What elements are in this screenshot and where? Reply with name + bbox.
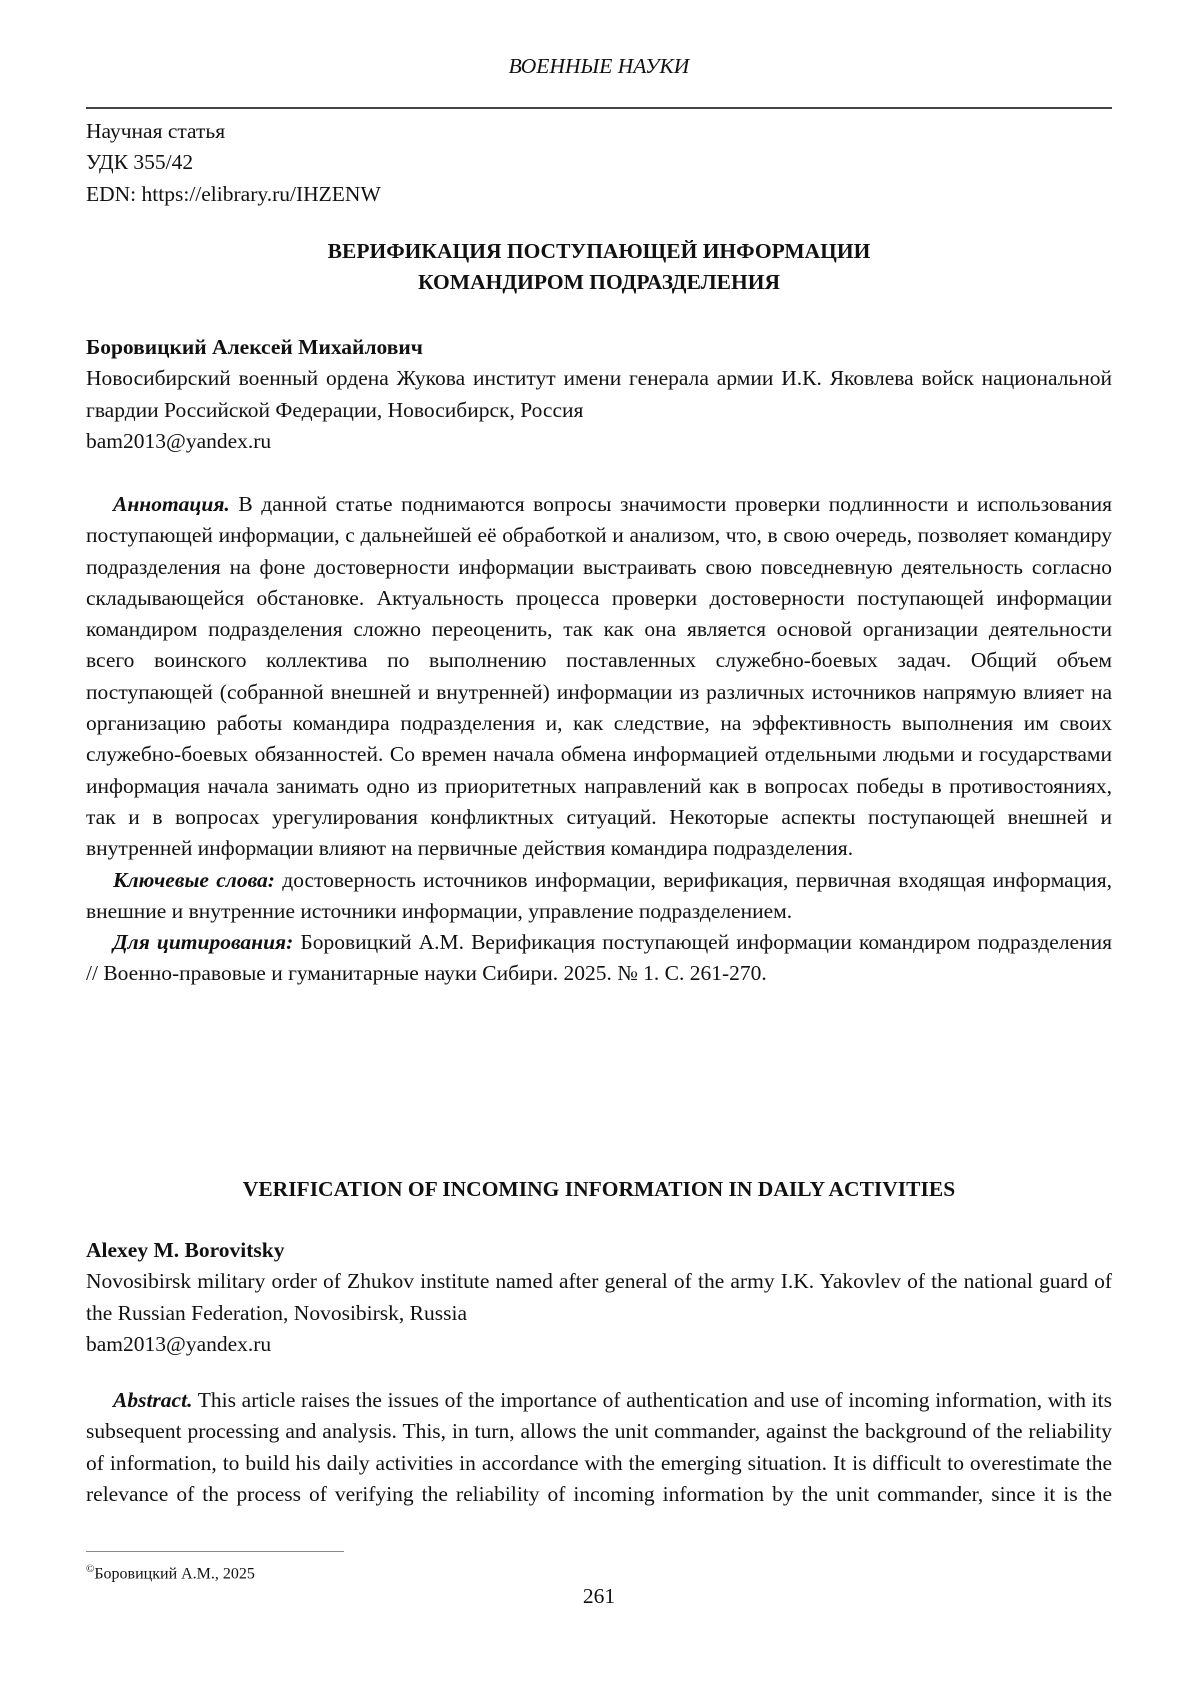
en-author-block [86, 1235, 1112, 1360]
ru-keywords-text: достоверность источников информации, верификация, первичная входящая информация, внешние и внутренние источники информации, управление подразделением. [86, 868, 1112, 923]
ru-title [86, 236, 1112, 299]
ru-citation-text: Боровицкий А.М. Верификация поступающей информации командиром подразделения // Военно-правовые и гуманитарные науки Сибири. 2025. № 1. С. 261-270. [86, 930, 1112, 985]
en-affiliation: Novosibirsk military order of Zhukov institute named after general of the army I.K. Yakovlev of the national guard of the Russian Federation, Novosibirsk, Russia [86, 1266, 1112, 1329]
article-type: Научная статья [86, 116, 1112, 147]
footnote-divider [86, 1551, 344, 1552]
ru-title-line2: КОМАНДИРОМ ПОДРАЗДЕЛЕНИЯ [86, 267, 1112, 298]
en-title: VERIFICATION OF INCOMING INFORMATION IN DAILY ACTIVITIES [86, 1174, 1112, 1205]
ru-author: Боровицкий Алексей Михайлович [86, 332, 1112, 363]
udc: УДК 355/42 [86, 147, 1112, 178]
ru-title-line1: ВЕРИФИКАЦИЯ ПОСТУПАЮЩЕЙ ИНФОРМАЦИИ [86, 236, 1112, 267]
ru-author-block [86, 332, 1112, 457]
ru-citation [86, 927, 1112, 990]
en-email[interactable]: bam2013@yandex.ru [86, 1329, 1112, 1360]
ru-abstract [86, 489, 1112, 865]
en-author: Alexey M. Borovitsky [86, 1235, 1112, 1266]
en-abstract-label: Abstract. [113, 1388, 192, 1412]
footnote-text: Боровицкий А.М., 2025 [94, 1565, 255, 1582]
ru-citation-label: Для цитирования: [113, 930, 293, 954]
article-meta [86, 116, 1112, 210]
ru-abstract-label: Аннотация. [113, 492, 230, 516]
ru-email[interactable]: bam2013@yandex.ru [86, 426, 1112, 457]
en-abstract-block [86, 1385, 1112, 1510]
edn[interactable]: EDN: https://elibrary.ru/IHZENW [86, 179, 1112, 210]
en-abstract [86, 1385, 1112, 1510]
copyright-mark: © [86, 1563, 94, 1575]
ru-keywords [86, 865, 1112, 928]
header-divider [86, 107, 1112, 109]
running-header: ВОЕННЫЕ НАУКИ [86, 51, 1112, 82]
ru-abstract-text: В данной статье поднимаются вопросы значимости проверки подлинности и использования поступающей информации, с дальнейшей её обработкой и анализом, что, в свою очередь, позволяет командиру подразделения на фоне достоверности информации выстраивать свою повседневную деятельность согласно складывающейся обстановке. Актуальность процесса проверки достоверности поступающей информации командиром подразделения сложно переоценить, так как она является основой организации деятельности всего воинского коллектива по выполнению поставленных служебно-боевых задач. Общий объем поступающей (собранной внешней и внутренней) информации из различных источников напрямую влияет на организацию работы командира подразделения и, как следствие, на эффективность выполнения им своих служебно-боевых обязанностей. Со времен начала обмена информацией отдельными людьми и государствами информация начала занимать одно из приоритетных направлений как в вопросах победы в противостояниях, так и в вопросах урегулирования конфликтных ситуаций. Некоторые аспекты поступающей внешней и внутренней информации влияют на первичные действия командира подразделения. [86, 492, 1112, 860]
ru-abstract-block [86, 489, 1112, 990]
ru-affiliation: Новосибирский военный ордена Жукова институт имени генерала армии И.К. Яковлева войск национальной гвардии Российской Федерации, Новосибирск, Россия [86, 363, 1112, 426]
ru-keywords-label: Ключевые слова: [113, 868, 275, 892]
en-abstract-text: This article raises the issues of the importance of authentication and use of incoming information, with its subsequent processing and analysis. This, in turn, allows the unit commander, against the background of the reliability of information, to build his daily activities in accordance with the emerging situation. It is difficult to overestimate the relevance of the process of verifying the reliability of incoming information by the unit commander, since it is the [86, 1388, 1112, 1506]
page-number: 261 [86, 1581, 1112, 1612]
